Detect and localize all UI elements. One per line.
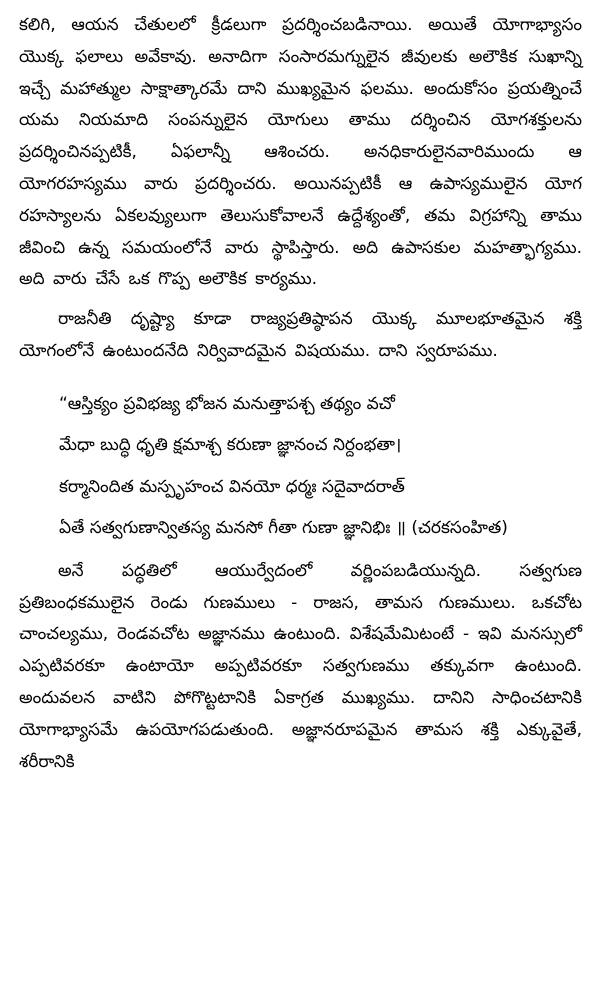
verse-line-4: ఏతే సత్వగుణాన్వితస్య మనసో గీతా గుణా జ్ఞానిభిః ॥ (చరకసంహిత)	[59, 518, 508, 539]
verse-line-1: “ఆస్తిక్యం ప్రవిభజ్య భోజన మనుత్తాపశ్చ తథ్యం వచో	[59, 393, 395, 414]
paragraph-ayurveda: అనే పద్ధతిలో ఆయుర్వేదంలో వర్ణింపబడియున్నది. సత్వగుణ ప్రతిబంధకములైన రెండు గుణములు - రాజస, తామస గుణములు. ఒకచోట చాంచల్యము, రెండవచోట అజ్ఞానము ఉంటుంది. విశేషమేమిటంటే - ఇవి మనస్సులో ఎప్పటివరకూ ఉంటాయో అప్పటివరకూ సత్వగుణము తక్కువగా ఉంటుంది. అందువలన వాటిని పోగొట్టటానికి ఏకాగ్రత ముఖ్యము. దానిని సాధించటానికి యోగాభ్యాసమే ఉపయోగపడుతుంది. అజ్ఞానరూపమైన తామస శక్తి ఎక్కువైతే, శరీరానికి	[19, 560, 582, 772]
paragraph-rajaniti: రాజనీతి దృష్ట్యా కూడా రాజ్యప్రతిష్ఠాపన యొక్క మూలభూతమైన శక్తి యోగంలోనే ఉంటుందనేది నిర్వివాదమైన విషయము. దాని స్వరూపము.	[19, 309, 582, 361]
verse-line-3: కర్మానిందిత మస్పృహంచ వినయో ధర్మః సదైవాదరాత్	[59, 476, 405, 497]
verse-line-2: మేధా బుద్ధి ధృతి క్షమాశ్చ కరుణా జ్ఞానంచ నిర్దంభతా।	[59, 435, 402, 456]
verse-block	[19, 384, 582, 550]
paragraph-yoga-fruits: కలిగి, ఆయన చేతులలో క్రీడలుగా ప్రదర్శించబడినాయి. అయితే యోగాభ్యాసం యొక్క ఫలాలు అవేకావు. అనాదిగా సంసారమగ్నులైన జీవులకు అలౌకిక సుఖాన్ని ఇచ్చే మహాత్ముల సాక్షాత్కారమే దాని ముఖ్యమైన ఫలము. అందుకోసం ప్రయత్నించే యమ నియమాది సంపన్నులైన యోగులు తాము దర్శించిన యోగశక్తులను ప్రదర్శించినప్పటికీ, ఏఫలాన్నీ ఆశించరు. అనధికారులైనవారిముందు ఆ యోగరహస్యము వారు ప్రదర్శించరు. అయినప్పటికీ ఆ ఉపాస్యములైన యోగ రహస్యాలను ఏకలవ్యులుగా తెలుసుకోవాలనే ఉద్దేశ్యంతో, తమ విగ్రహాన్ని తాము జీవించి ఉన్న సమయంలోనే వారు స్థాపిస్తారు. అది ఉపాసకుల మహత్భాగ్యము. అది వారు చేసే ఒక గొప్ప అలౌకిక కార్యము.	[19, 15, 582, 290]
